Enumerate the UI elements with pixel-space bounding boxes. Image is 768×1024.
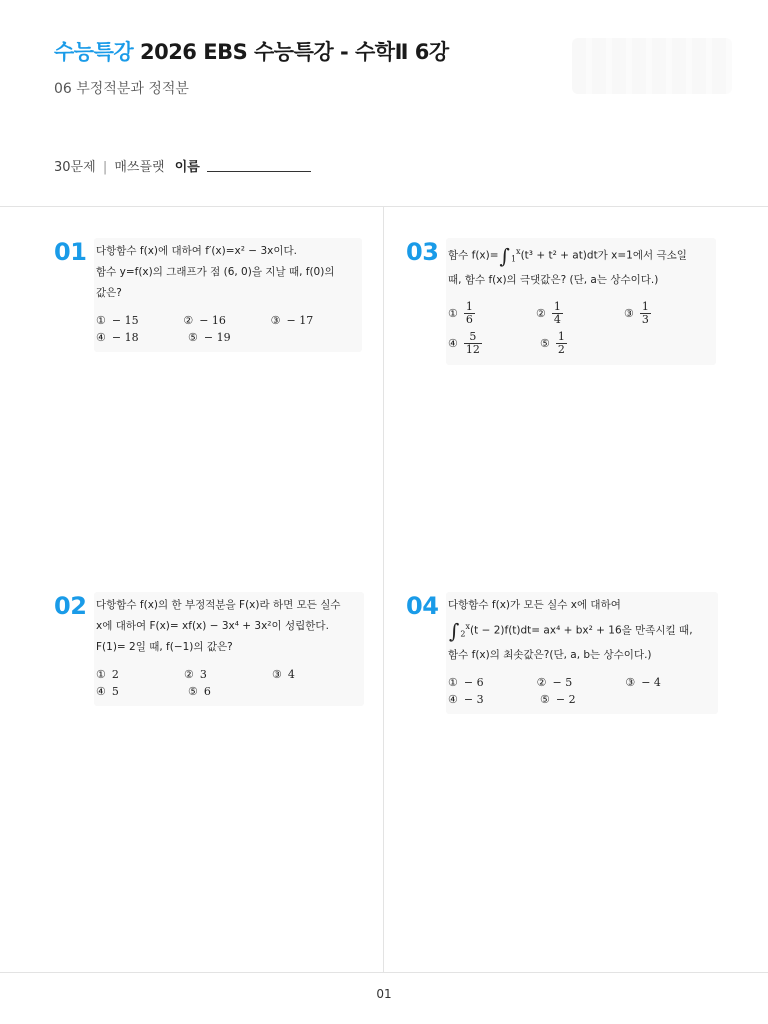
choice-2[interactable]: ② $\frac{1}{4}$ <box>536 300 561 327</box>
page-number: 01 <box>376 987 392 1001</box>
choice-2[interactable]: ② 3 <box>184 668 207 681</box>
integral-sign: ∫ <box>449 618 460 643</box>
name-label: 이름 <box>174 160 200 175</box>
choice-1[interactable]: ① 2 <box>96 668 119 681</box>
top-divider <box>0 206 768 207</box>
question-line: 함수 $f(x)=\int_1^x(t^3 + t^2 + at)dt$가 x=1에서 극소일 <box>448 243 687 268</box>
choice-3[interactable]: ③ 4 <box>272 668 295 681</box>
title-text: 2026 EBS 수능특강 - 수학Ⅱ 6강 <box>133 40 449 64</box>
question-line: x에 대하여 F(x)= xf(x) − 3x⁴ + 3x²이 성립한다. <box>96 620 329 632</box>
publisher-label: 매쓰플랫 <box>114 160 165 175</box>
problem-number: 04 <box>406 592 439 620</box>
choice-4[interactable]: ④ − 3 <box>448 692 484 706</box>
choice-3[interactable]: ③ − 4 <box>625 675 661 689</box>
answer-choices <box>96 312 358 346</box>
question-line: 값은? <box>96 287 122 299</box>
choice-4[interactable]: ④ $\frac{5}{12}$ <box>448 330 480 357</box>
problem-card <box>94 592 364 706</box>
choice-1[interactable]: ① − 15 <box>96 314 139 327</box>
choice-3[interactable]: ③ − 17 <box>270 314 314 327</box>
fraction: $\frac{1}{3}$ <box>641 300 649 327</box>
question-line: 다항함수 f(x)가 모든 실수 x에 대하여 <box>448 599 621 611</box>
fraction: $\frac{5}{12}$ <box>465 330 480 357</box>
choice-1[interactable]: ① − 6 <box>448 675 484 689</box>
question-line: 다항함수 f(x)의 한 부정적분을 F(x)라 하면 모든 실수 <box>96 599 341 611</box>
question-line: 때, 함수 f(x)의 극댓값은? (단, a는 상수이다.) <box>448 273 659 286</box>
answer-choices <box>448 674 714 708</box>
question-line: 다항함수 f(x)에 대하여 f′(x)=x² − 3x이다. <box>96 245 297 257</box>
question-line: 함수 f(x)의 최솟값은?(단, a, b는 상수이다.) <box>448 648 652 661</box>
choice-5[interactable]: ⑤ − 19 <box>188 331 231 344</box>
problem-number: 02 <box>54 592 87 620</box>
choice-5[interactable]: ⑤ 6 <box>188 685 211 698</box>
watermark-logo <box>572 38 732 94</box>
name-field[interactable] <box>207 159 311 172</box>
bottom-divider <box>0 972 768 973</box>
problem-count: 30문제 <box>54 160 96 175</box>
choice-5[interactable]: ⑤ $\frac{1}{2}$ <box>540 330 565 357</box>
fraction: $\frac{1}{4}$ <box>553 300 561 327</box>
answer-choices <box>96 666 360 700</box>
choice-2[interactable]: ② − 16 <box>183 314 226 327</box>
column-divider <box>383 207 384 972</box>
problem-card <box>94 238 362 352</box>
fraction: $\frac{1}{6}$ <box>465 300 473 327</box>
choice-4[interactable]: ④ − 18 <box>96 331 139 344</box>
integral-sign: ∫ <box>499 243 510 268</box>
question-line: $\int_2^x(t - 2)f(t)dt= ax^4 + bx^2 + 16$을 만족시킬 때, <box>449 618 693 643</box>
choice-4[interactable]: ④ 5 <box>96 685 119 698</box>
problem-card <box>446 238 716 365</box>
answer-choices <box>448 299 712 359</box>
problem-card <box>446 592 718 714</box>
question-line: F(1)= 2일 때, f(−1)의 값은? <box>96 641 233 653</box>
problem-number: 03 <box>406 238 439 266</box>
fraction: $\frac{1}{2}$ <box>557 330 565 357</box>
section-subtitle: 06 부정적분과 정적분 <box>54 81 189 97</box>
page-title <box>54 36 449 66</box>
meta-separator: | <box>102 160 108 175</box>
choice-5[interactable]: ⑤ − 2 <box>540 692 576 706</box>
question-line: 함수 y=f(x)의 그래프가 점 (6, 0)을 지날 때, f(0)의 <box>96 266 335 278</box>
choice-2[interactable]: ② − 5 <box>536 675 573 689</box>
choice-1[interactable]: ① $\frac{1}{6}$ <box>448 300 473 327</box>
choice-3[interactable]: ③ $\frac{1}{3}$ <box>624 300 649 327</box>
problem-number: 01 <box>54 238 87 266</box>
worksheet-meta <box>54 156 311 175</box>
brand-label: 수능특강 <box>54 40 134 64</box>
